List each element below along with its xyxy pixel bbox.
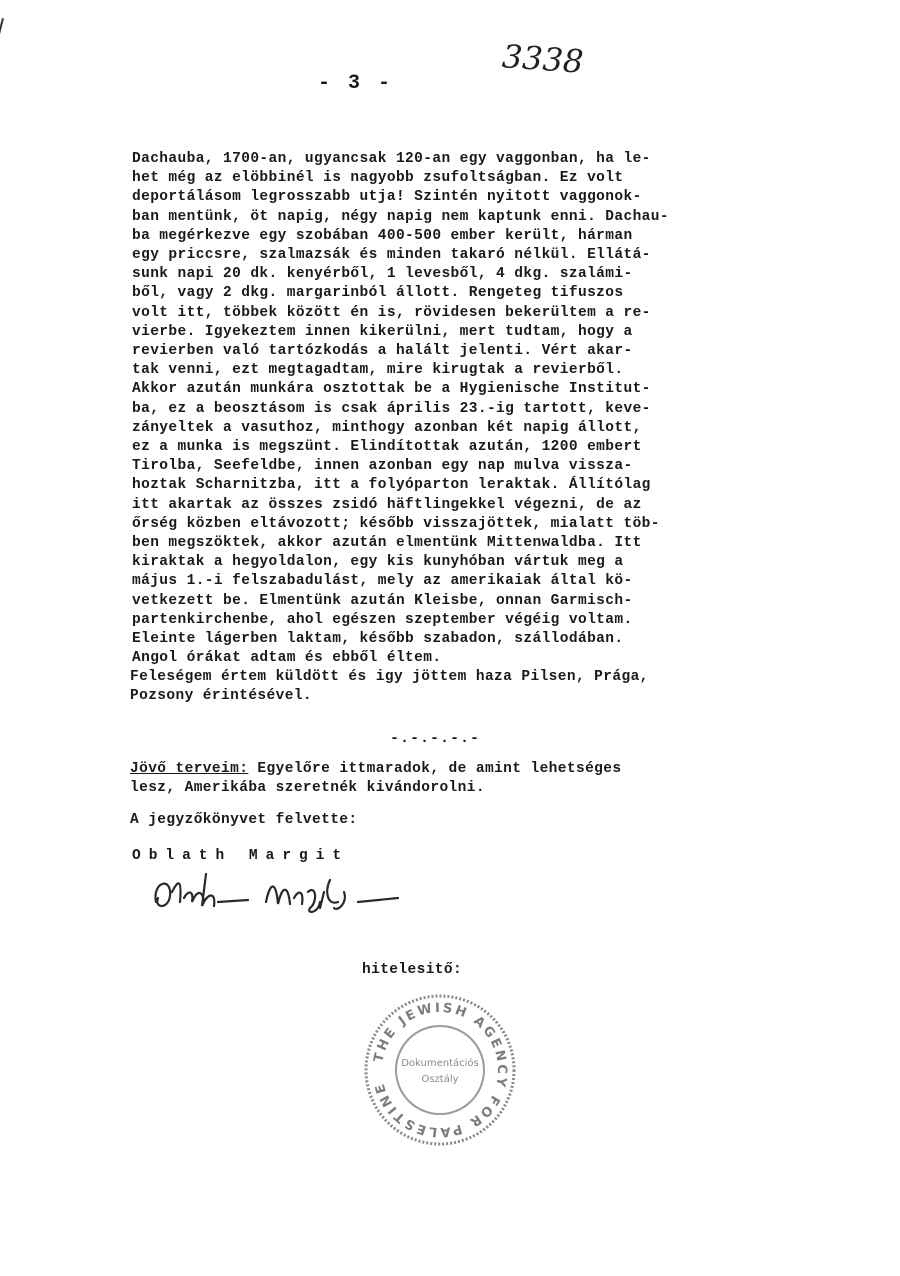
archive-number: 3338: [500, 37, 585, 81]
stamp-center-line2: Osztály: [421, 1074, 459, 1085]
body-line: zányeltek a vasuthoz, minthogy azonban két napig állott,: [132, 419, 642, 436]
section-separator: -.-.-.-.-: [390, 730, 481, 747]
body-line: deportálásom legrosszabb utja! Szintén nyitott vaggonok-: [132, 189, 642, 206]
body-line: ban mentünk, öt napig, négy napig nem kaptunk enni. Dachau-: [132, 208, 669, 225]
body-line: Eleinte lágerben laktam, később szabadon, szállodában.: [132, 631, 624, 648]
body-line: revierben való tartózkodás a halált jelenti. Vért akar-: [132, 343, 633, 360]
body-line: ez a munka is megszünt. Elindítottak azután, 1200 embert: [132, 439, 642, 456]
page-number: - 3 -: [318, 72, 394, 95]
margin-pen-stroke: [0, 18, 4, 96]
body-line: sunk napi 20 dk. kenyérből, 1 levesből, 4 dkg. szalámi-: [132, 266, 633, 283]
body-line: ből, vagy 2 dkg. margarinból állott. Rengeteg tifuszos: [132, 285, 624, 302]
stamp-center-line1: Dokumentációs: [401, 1058, 479, 1069]
future-plans-line2: lesz, Amerikába szeretnék kivándorolni.: [130, 780, 485, 797]
typed-recorder-name: Oblath Margit: [132, 848, 350, 864]
testimony-body: [132, 150, 772, 668]
recorded-by-label: A jegyzőkönyvet felvette:: [130, 812, 358, 828]
future-plans-label: Jövő terveim:: [130, 761, 249, 777]
stamp-ring-text: THE JEWISH AGENCY FOR PALESTINE: [371, 1000, 510, 1140]
handwritten-signature: [148, 862, 408, 922]
body-line: Dachauba, 1700-an, ugyancsak 120-an egy vaggonban, ha le-: [132, 151, 651, 167]
body-line: partenkirchenbe, ahol egészen szeptember végéig voltam.: [132, 611, 633, 628]
body-line: het még az elöbbinél is nagyobb zsufoltságban. Ez volt: [132, 170, 624, 187]
body-line: tak venni, ezt megtagadtam, mire kirugtak a revierből.: [132, 362, 624, 379]
certifier-label: hitelesitő:: [362, 962, 463, 978]
body-line: vierbe. Igyekeztem innen kikerülni, mert tudtam, hogy a: [132, 323, 633, 340]
future-plans: [130, 760, 622, 798]
body-line: volt itt, többek között én is, rövidesen bekerültem a re-: [132, 304, 651, 321]
body-line: ben megszöktek, akkor azután elmentünk Mittenwaldba. Itt: [132, 535, 642, 552]
body-line: ba, ez a beosztásom is csak április 23.-ig tartott, keve-: [132, 400, 651, 417]
body-line: ba megérkezve egy szobában 400-500 ember került, hárman: [132, 227, 633, 244]
future-plans-line1: Egyelőre ittmaradok, de amint lehetséges: [248, 761, 622, 777]
body-line: Angol órákat adtam és ebből éltem.: [132, 650, 442, 667]
body-line: Akkor azután munkára osztottak be a Hygienische Institut-: [132, 381, 651, 398]
body-line: Tirolba, Seefeldbe, innen azonban egy nap mulva vissza-: [132, 458, 633, 475]
organization-stamp: [360, 990, 520, 1150]
body-line: május 1.-i felszabadulást, mely az amerikaiak által kö-: [132, 573, 633, 590]
body-line: itt akartak az összes zsidó häftlingekkel végezni, de az: [132, 496, 642, 513]
body-line: hoztak Scharnitzba, itt a folyóparton leraktak. Állítólag: [132, 477, 651, 494]
body-line: kiraktak a hegyoldalon, egy kis kunyhóban vártuk meg a: [132, 554, 624, 571]
closing-line: Feleségem értem küldött és igy jöttem haza Pilsen, Prága,: [130, 669, 649, 685]
closing-paragraph: [130, 668, 649, 706]
body-line: őrség közben eltávozott; később visszajöttek, mialatt töb-: [132, 515, 660, 532]
body-line: egy priccsre, szalmazsák és minden takaró nélkül. Ellátá-: [132, 247, 651, 264]
body-line: vetkezett be. Elmentünk azután Kleisbe, onnan Garmisch-: [132, 592, 633, 609]
closing-line: Pozsony érintésével.: [130, 688, 313, 705]
svg-text:THE JEWISH AGENCY FOR PALESTIN: [371, 1001, 509, 1139]
